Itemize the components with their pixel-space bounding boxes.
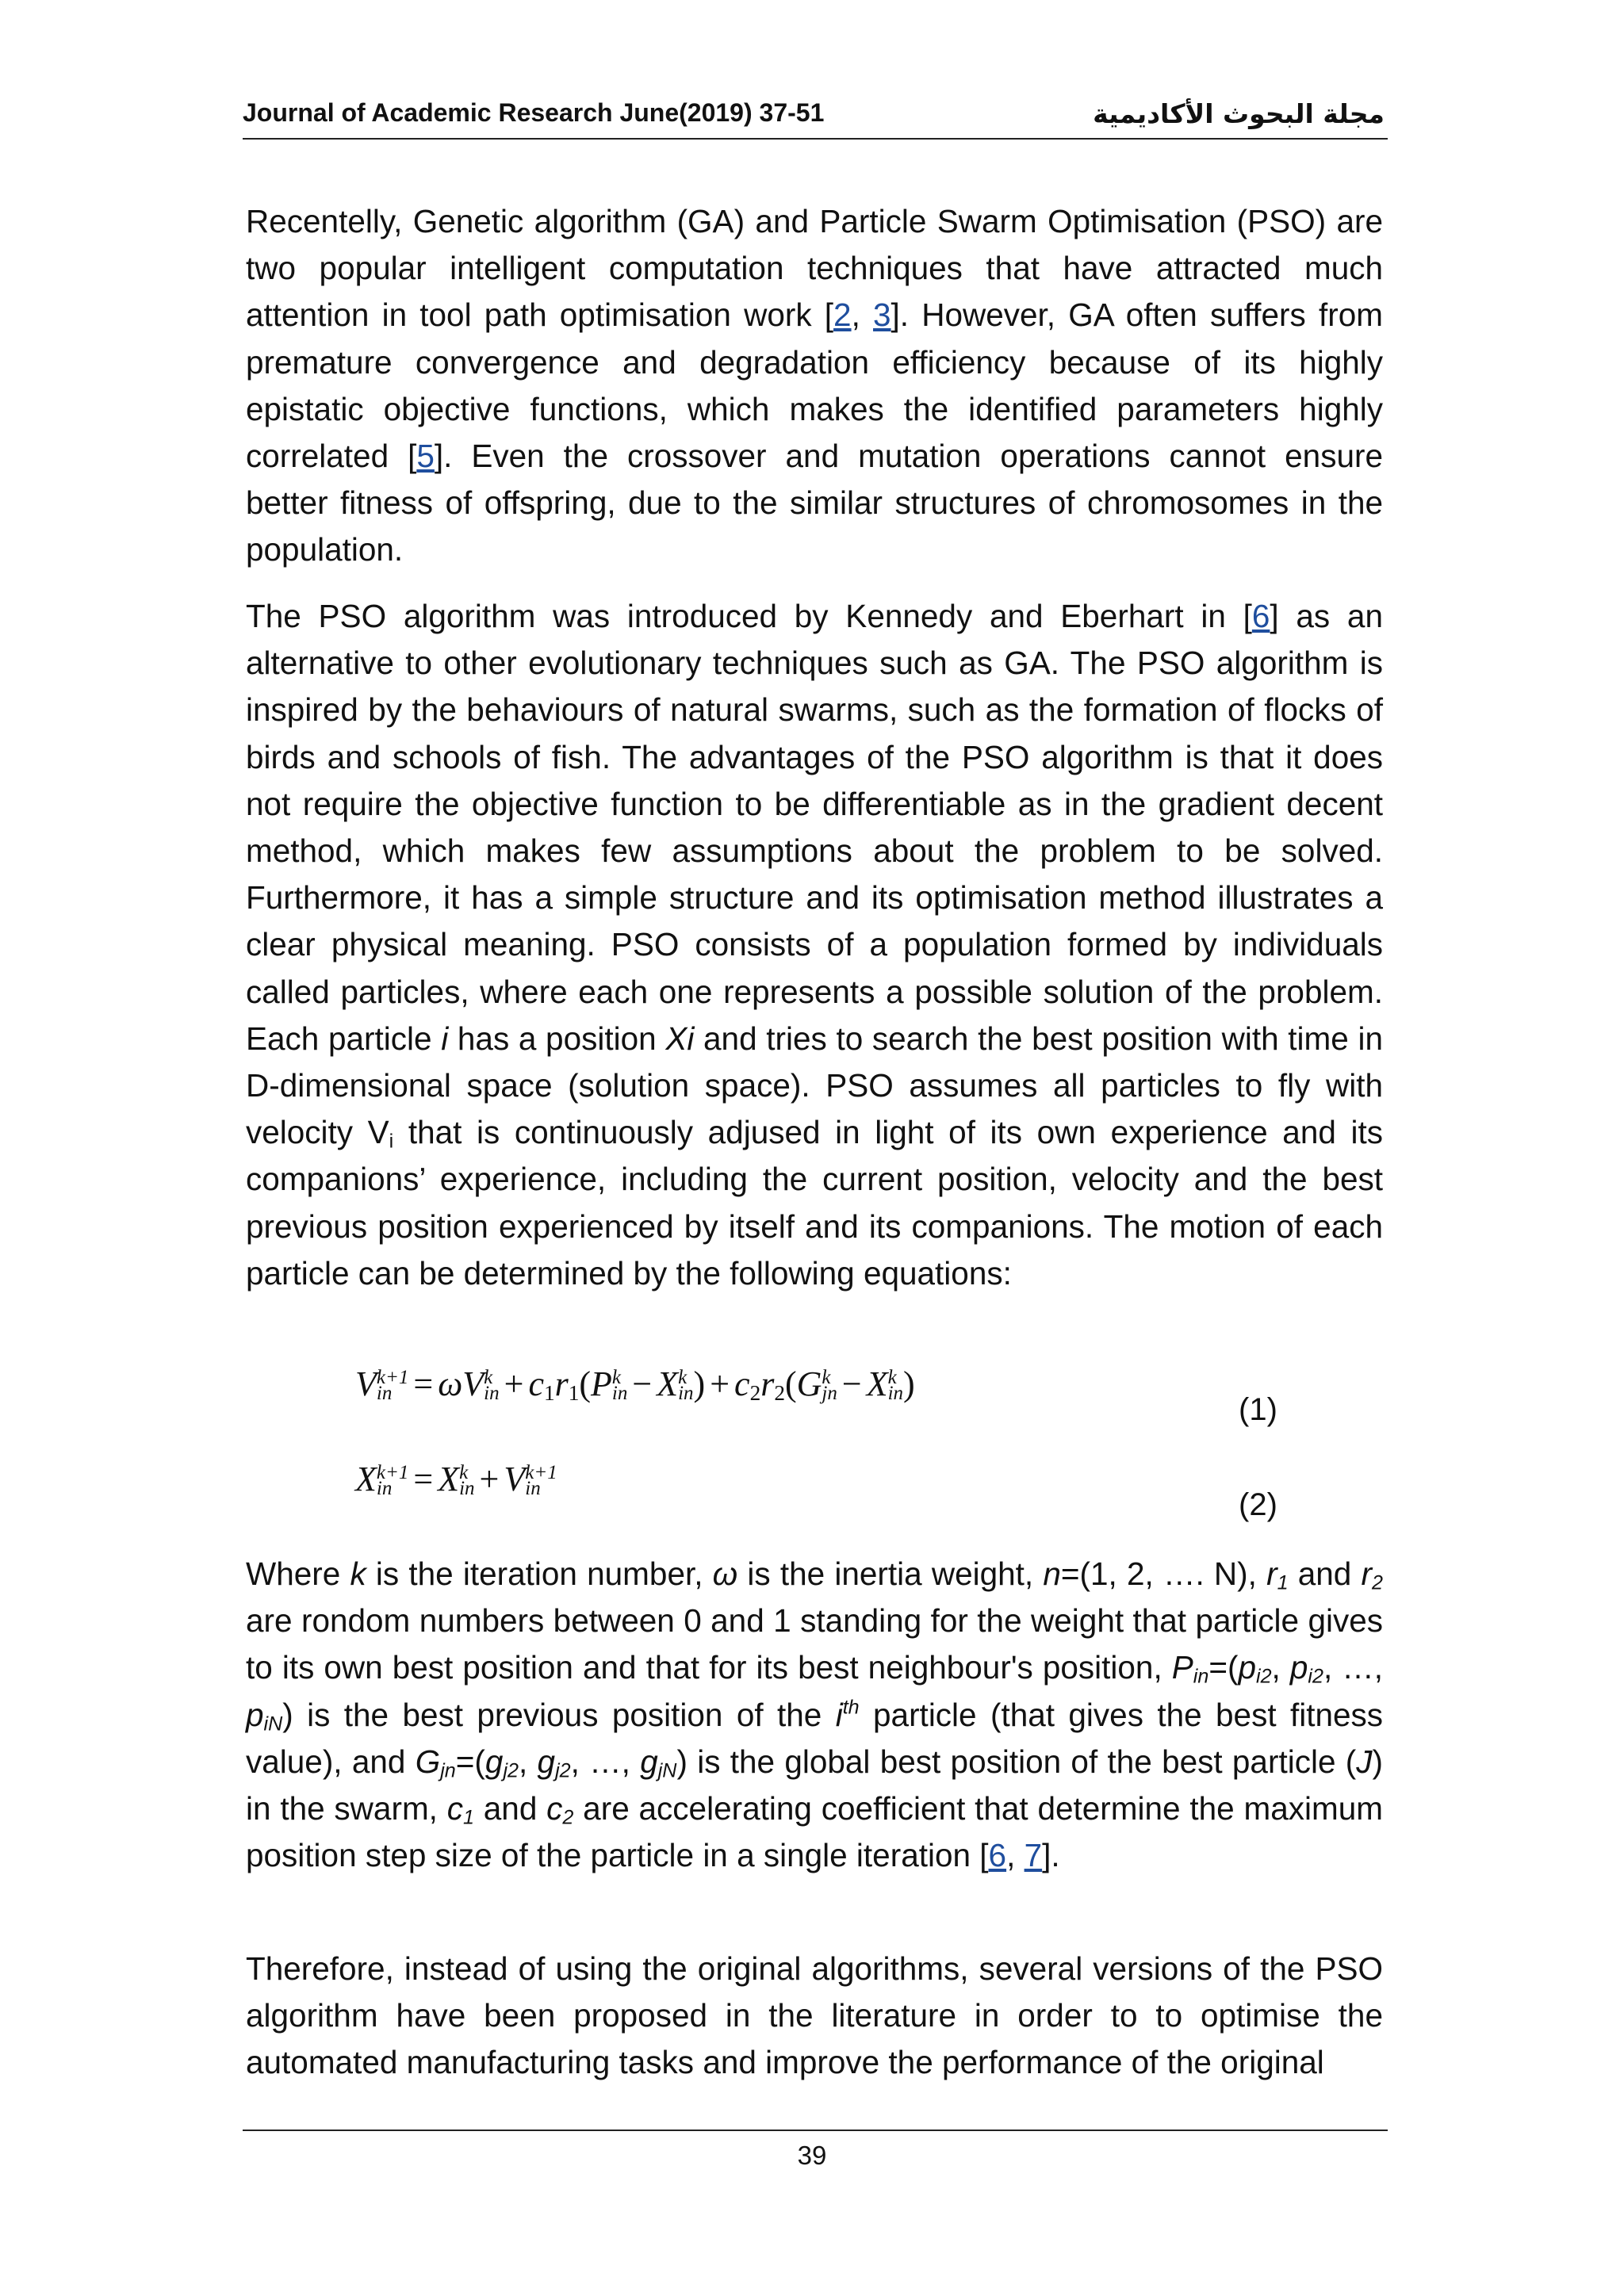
equation-number-1: (1) [1239, 1392, 1277, 1427]
equation-velocity: V k+1 in = ωV k in + $c_1r_1(P$ k in − X k in ) + $c_2r_2(G$ k jn − X k in ) [355, 1364, 915, 1405]
equation-number-2: (2) [1239, 1487, 1277, 1522]
citation-2[interactable]: 2 [833, 297, 852, 334]
citation-6b[interactable]: 6 [988, 1837, 1007, 1874]
page-number: 39 [797, 2141, 827, 2170]
citation-5[interactable]: 5 [416, 438, 435, 475]
paragraph-equation-terms: Where k is the iteration number, ω is the inertia weight, n=(1, 2, …. N), $r_1$ and $r_2$ are rondom numbers between 0 and 1 standing for the weight that particle gives to its own best position and that for its best neighbour's position, $P_{in}=(p_{i2}$, $p_{i2}$, …, $p_{iN}$) is the best previous position of the $i^{th}$ particle (that gives the best fitness value), and $G_{jn}=(g_{j2}$, $g_{j2}$, …, $g_{jN}$) is the global best position of the best particle (J) in the swarm, $c_1$ and $c_2$ are accelerating coefficient that determine the maximum position step size of the particle in a single iteration [6, 7]. [246, 1556, 1384, 1874]
equation-position: X k+1 in = X k in + V k+1 in [355, 1460, 557, 1500]
citation-6[interactable]: 6 [1251, 598, 1270, 634]
journal-title: Journal of Academic Research June(2019) 37-51 [243, 98, 825, 127]
paragraph-pso-intro: The PSO algorithm was introduced by Kennedy and Eberhart in [6] as an alternative to other evolutionary techniques such as GA. The PSO algorithm is inspired by the behaviours of natural swarms, such as the formation of flocks of birds and schools of fish. The advantages of the PSO algorithm is that it does not require the objective function to be differentiable as in the gradient decent method, which makes few assumptions about the problem to be solved. Furthermore, it has a simple structure and its optimisation method illustrates a clear physical meaning. PSO consists of a population formed by individuals called particles, where each one represents a possible solution of the problem. Each particle i has a position Xi and tries to search the best position with time in D-dimensional space (solution space). PSO assumes all particles to fly with velocity $V_i$ that is continuously adjused in light of its own experience and its companions’ experience, including the current position, velocity and the best previous position experienced by itself and its companions. The motion of each particle can be determined by the following equations: [246, 598, 1383, 1292]
footer-rule [243, 2130, 1388, 2131]
paragraph-ga-pso: Recentelly, Genetic algorithm (GA) and Particle Swarm Optimisation (PSO) are two popular intelligent computation techniques that have attracted much attention in tool path optimisation work [2, 3]. However, GA often suffers from premature convergence and degradation efficiency because of its highly epistatic objective functions, which makes the identified parameters highly correlated [5]. Even the crossover and mutation operations cannot ensure better fitness of offspring, due to the similar structures of chromosomes in the population. [246, 203, 1383, 568]
running-header [243, 94, 1388, 140]
journal-title-arabic: مجلة البحوث الأكاديمية [1093, 98, 1385, 129]
paragraph-pso-versions: Therefore, instead of using the original algorithms, several versions of the PSO algorithm have been proposed in the literature in order to to optimise the automated manufacturing tasks and improve the performance of the original [246, 1950, 1383, 2081]
citation-3[interactable]: 3 [873, 297, 891, 334]
citation-7[interactable]: 7 [1024, 1837, 1043, 1874]
